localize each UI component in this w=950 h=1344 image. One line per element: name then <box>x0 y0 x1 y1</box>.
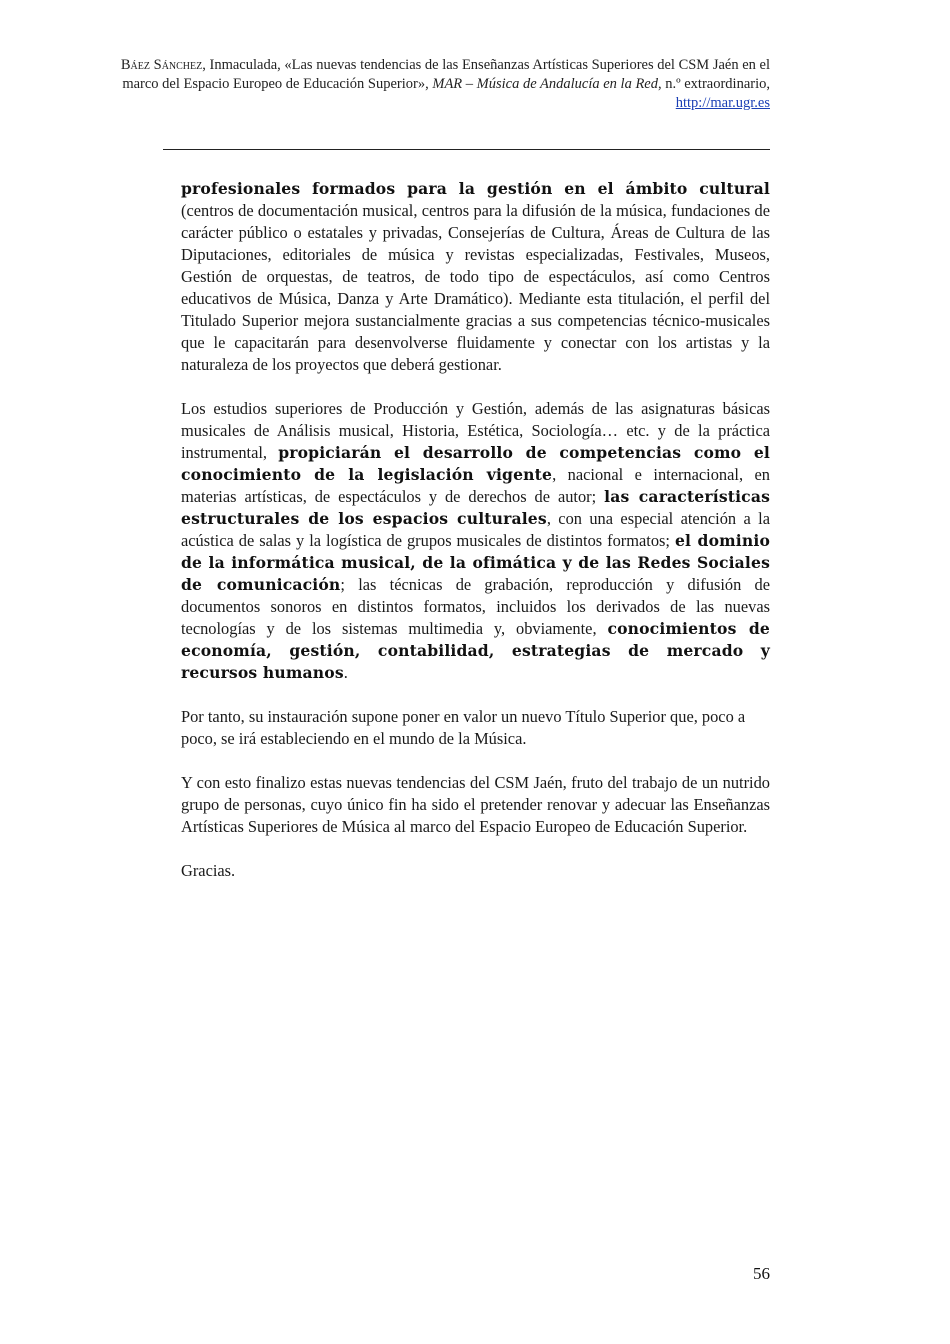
paragraph-5: Gracias. <box>181 861 236 880</box>
header-url-link[interactable]: http://mar.ugr.es <box>675 95 770 111</box>
header-author-surname: Báez Sánchez <box>120 57 203 73</box>
header-citation-text: , Inmaculada, «Las nuevas tendencias de las Enseñanzas Artísticas Superiores del CSM Jaén en el marco del Espacio Europeo de Educación Superior», <box>122 57 770 92</box>
paragraph-text: Los estudios superiores de Producción y Gestión, además de las asignaturas básicas musicales de Análisis musical, Historia, Estética, Sociología… etc. y de la práctica instrumental, <box>181 399 770 462</box>
paragraph-2 <box>181 398 770 684</box>
bold-phrase: propiciarán el desarrollo de competencias como el conocimiento de la legislación vigente <box>181 443 770 484</box>
paragraph-text: . <box>343 663 348 682</box>
paragraph-4: Y con esto finalizo estas nuevas tendencias del CSM Jaén, fruto del trabajo de un nutrido grupo de personas, cuyo único fin ha sido el pretender renovar y adecuar las Enseñanzas Artísticas Superiores de Música al marco del Espacio Europeo de Educación Superior. <box>181 773 770 836</box>
paragraph-text: ; las técnicas de grabación, reproducción y difusión de documentos sonoros en distintos formatos, incluidos los derivados de las nuevas tecnologías y de los sistemas multimedia y, obviamente, <box>181 575 770 638</box>
paragraph-text: (centros de documentación musical, centros para la difusión de la música, fundaciones de carácter público o estatales y privadas, Consejerías de Cultura, Áreas de Cultura de las Diputaciones, editoriales de música y revistas especializadas, Festivales, Museos, Gestión de orquestas, de teatros, de todo tipo de espectáculos, así como Centros educativos de Música, Danza y Arte Dramático). Mediante esta titulación, el perfil del Titulado Superior mejora sustancialmente gracias a sus competencias técnico-musicales que le capacitarán para desenvolverse fluidamente y conectar con los artistas y la naturaleza de los proyectos que deberá gestionar. <box>181 201 770 374</box>
bold-phrase: profesionales formados para la gestión en el ámbito cultural <box>181 179 770 198</box>
paragraph-text: , nacional e internacional, en materias artísticas, de espectáculos y de derechos de autor; <box>181 465 771 506</box>
main-text <box>181 178 770 904</box>
running-header <box>120 56 770 113</box>
bold-phrase: las características estructurales de los espacios culturales <box>181 487 770 528</box>
header-journal-title: MAR – Música de Andalucía en la Red <box>432 76 658 92</box>
paragraph-1 <box>181 178 770 376</box>
paragraph-text: , con una especial atención a la acústica de salas y la logística de grupos musicales de distintos formatos; <box>181 509 770 550</box>
bold-phrase: conocimientos de economía, gestión, contabilidad, estrategias de mercado y recursos humanos <box>181 619 770 682</box>
page-number: 56 <box>753 1264 770 1283</box>
header-issue: , n.º extraordinario, <box>658 76 770 92</box>
header-divider <box>163 149 770 150</box>
paragraph-3: Por tanto, su instauración supone poner en valor un nuevo Título Superior que, poco a poco, se irá estableciendo en el mundo de la Música. <box>181 707 746 748</box>
bold-phrase: el dominio de la informática musical, de la ofimática y de las Redes Sociales de comunicación <box>181 531 770 594</box>
